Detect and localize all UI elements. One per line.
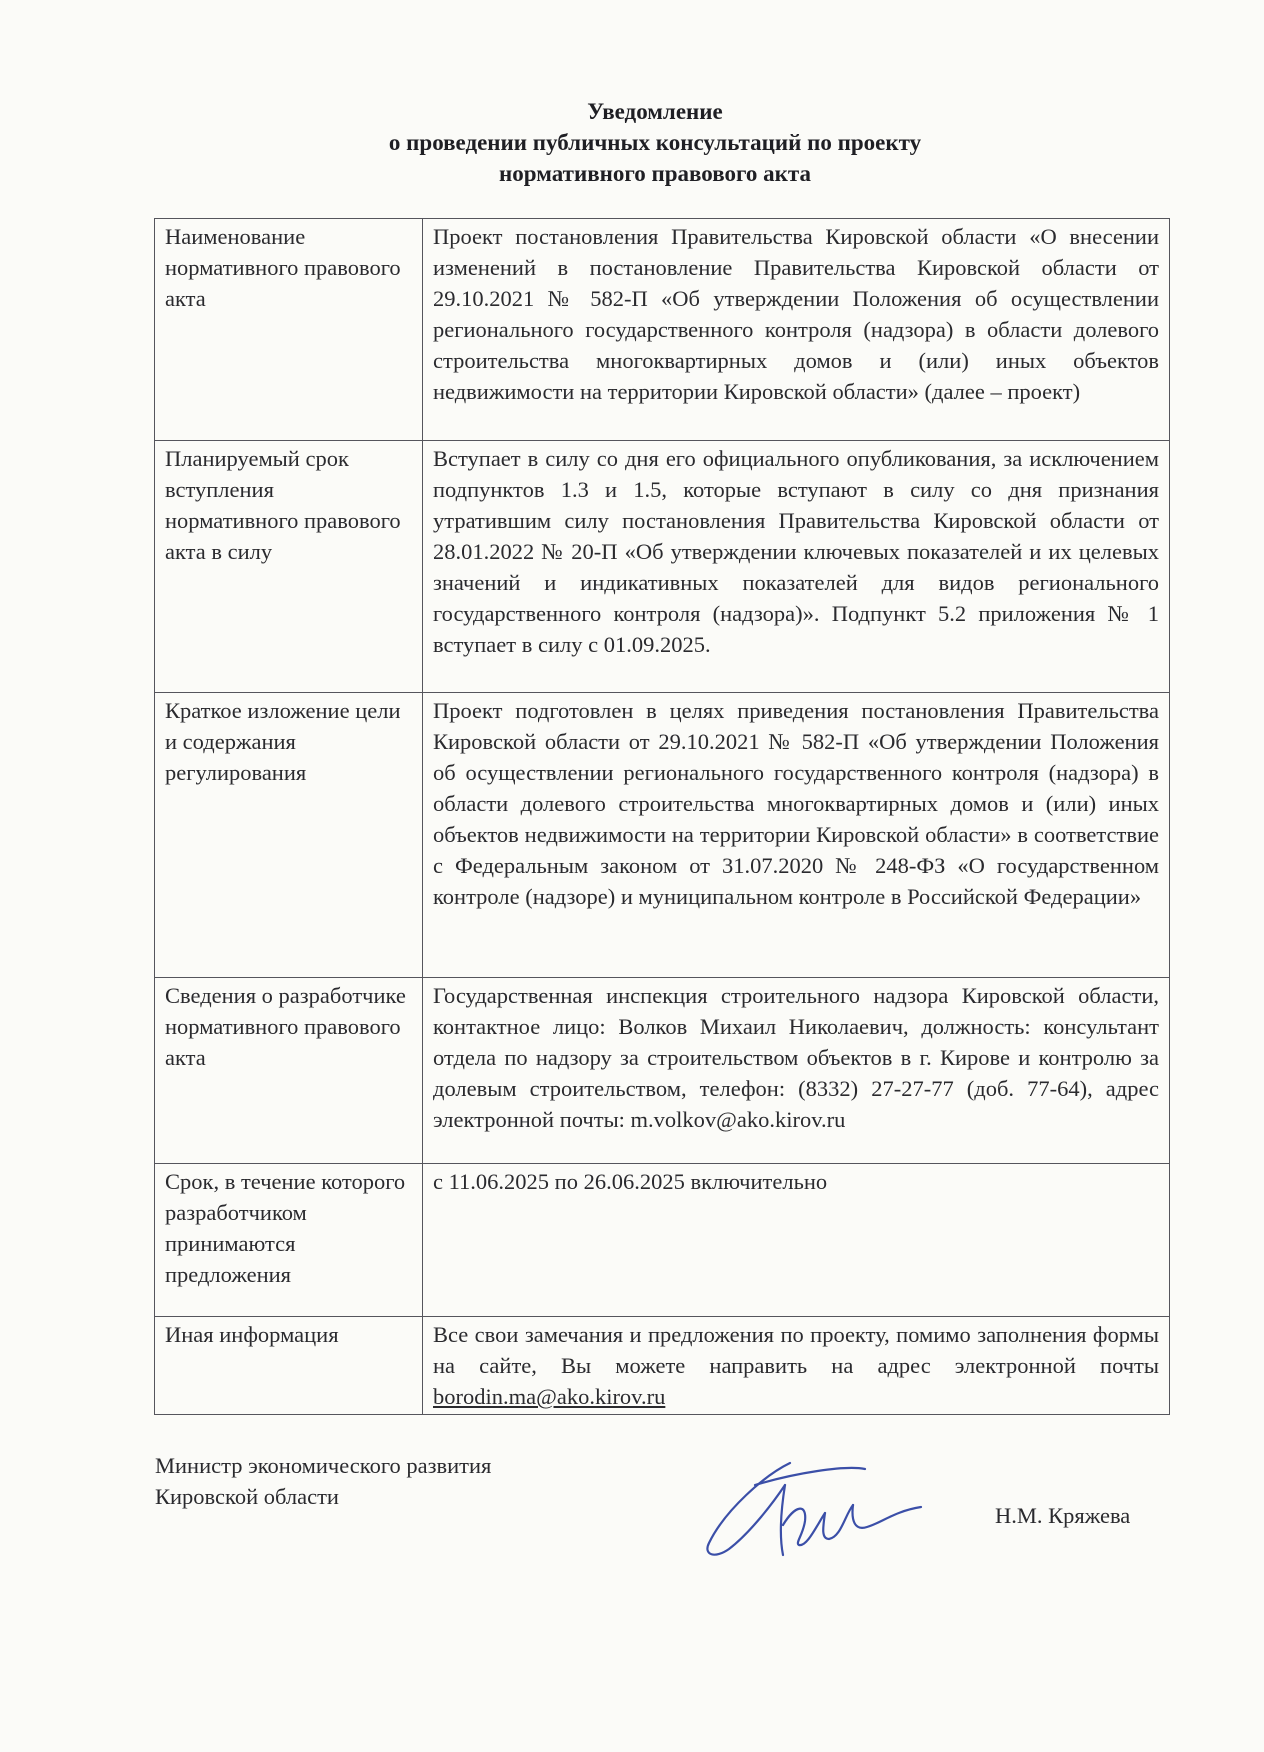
document-title bbox=[0, 96, 1264, 189]
table-row-other-info bbox=[155, 1317, 1170, 1415]
row-value: с 11.06.2025 по 26.06.2025 включительно bbox=[423, 1164, 1170, 1317]
row-label: Краткое изложение цели и содержания регулирования bbox=[155, 693, 423, 978]
title-line-2: о проведении публичных консультаций по проекту bbox=[388, 130, 922, 155]
row-label: Наименование нормативного правового акта bbox=[155, 219, 423, 441]
title-line-3: нормативного правового акта bbox=[499, 161, 811, 186]
row-value bbox=[423, 1317, 1170, 1415]
row-label: Срок, в течение которого разработчиком принимаются предложения bbox=[155, 1164, 423, 1317]
table-row-proposal-period bbox=[155, 1164, 1170, 1317]
signer-position bbox=[155, 1450, 491, 1512]
handwritten-signature bbox=[695, 1455, 935, 1565]
row-value: Проект постановления Правительства Кировской области «О внесении изменений в постановление Правительства Кировской области от 29.10.2021 № 582-П «Об утверждении Положения об осуществлении регионального государственного контроля (надзора) в области долевого строительства многоквартирных домов и (или) иных объектов недвижимости на территории Кировской области» (далее – проект) bbox=[423, 219, 1170, 441]
table-row-act-name bbox=[155, 219, 1170, 441]
email-link[interactable]: borodin.ma@ako.kirov.ru bbox=[433, 1384, 666, 1409]
row-value: Государственная инспекция строительного надзора Кировской области, контактное лицо: Волков Михаил Николаевич, должность: консультант отдела по надзору за строительством объектов в г. Кирове и контролю за долевым строительством, телефон: (8332) 27-27-77 (доб. 77-64), адрес электронной почты: m.volkov@ako.kirov.ru bbox=[423, 978, 1170, 1164]
row-label: Иная информация bbox=[155, 1317, 423, 1415]
table-row-developer bbox=[155, 978, 1170, 1164]
row-label: Сведения о разработчике нормативного правового акта bbox=[155, 978, 423, 1164]
position-line-1: Министр экономического развития bbox=[155, 1453, 492, 1478]
position-line-2: Кировской области bbox=[155, 1484, 339, 1509]
row-label: Планируемый срок вступления нормативного правового акта в силу bbox=[155, 441, 423, 693]
other-info-text: Все свои замечания и предложения по проекту, помимо заполнения формы на сайте, Вы можете направить на адрес электронной почты bbox=[433, 1322, 1159, 1378]
table-row-summary bbox=[155, 693, 1170, 978]
row-value: Проект подготовлен в целях приведения постановления Правительства Кировской области от 29.10.2021 № 582-П «Об утверждении Положения об осуществлении регионального государственного контроля (надзора) в области долевого строительства многоквартирных домов и (или) иных объектов недвижимости на территории Кировской области» в соответствие с Федеральным законом от 31.07.2020 № 248-ФЗ «О государственном контроле (надзоре) и муниципальном контроле в Российской Федерации» bbox=[423, 693, 1170, 978]
row-value: Вступает в силу со дня его официального опубликования, за исключением подпунктов 1.3 и 1.5, которые вступают в силу со дня признания утратившим силу постановления Правительства Кировской области от 28.01.2022 № 20-П «Об утверждении ключевых показателей и их целевых значений и индикативных показателей для видов регионального государственного контроля (надзора)». Подпункт 5.2 приложения № 1 вступает в силу с 01.09.2025. bbox=[423, 441, 1170, 693]
title-line-1: Уведомление bbox=[587, 99, 723, 124]
table-row-effective-date bbox=[155, 441, 1170, 693]
notice-table bbox=[154, 218, 1170, 1415]
signer-name: Н.М. Кряжева bbox=[995, 1503, 1131, 1528]
